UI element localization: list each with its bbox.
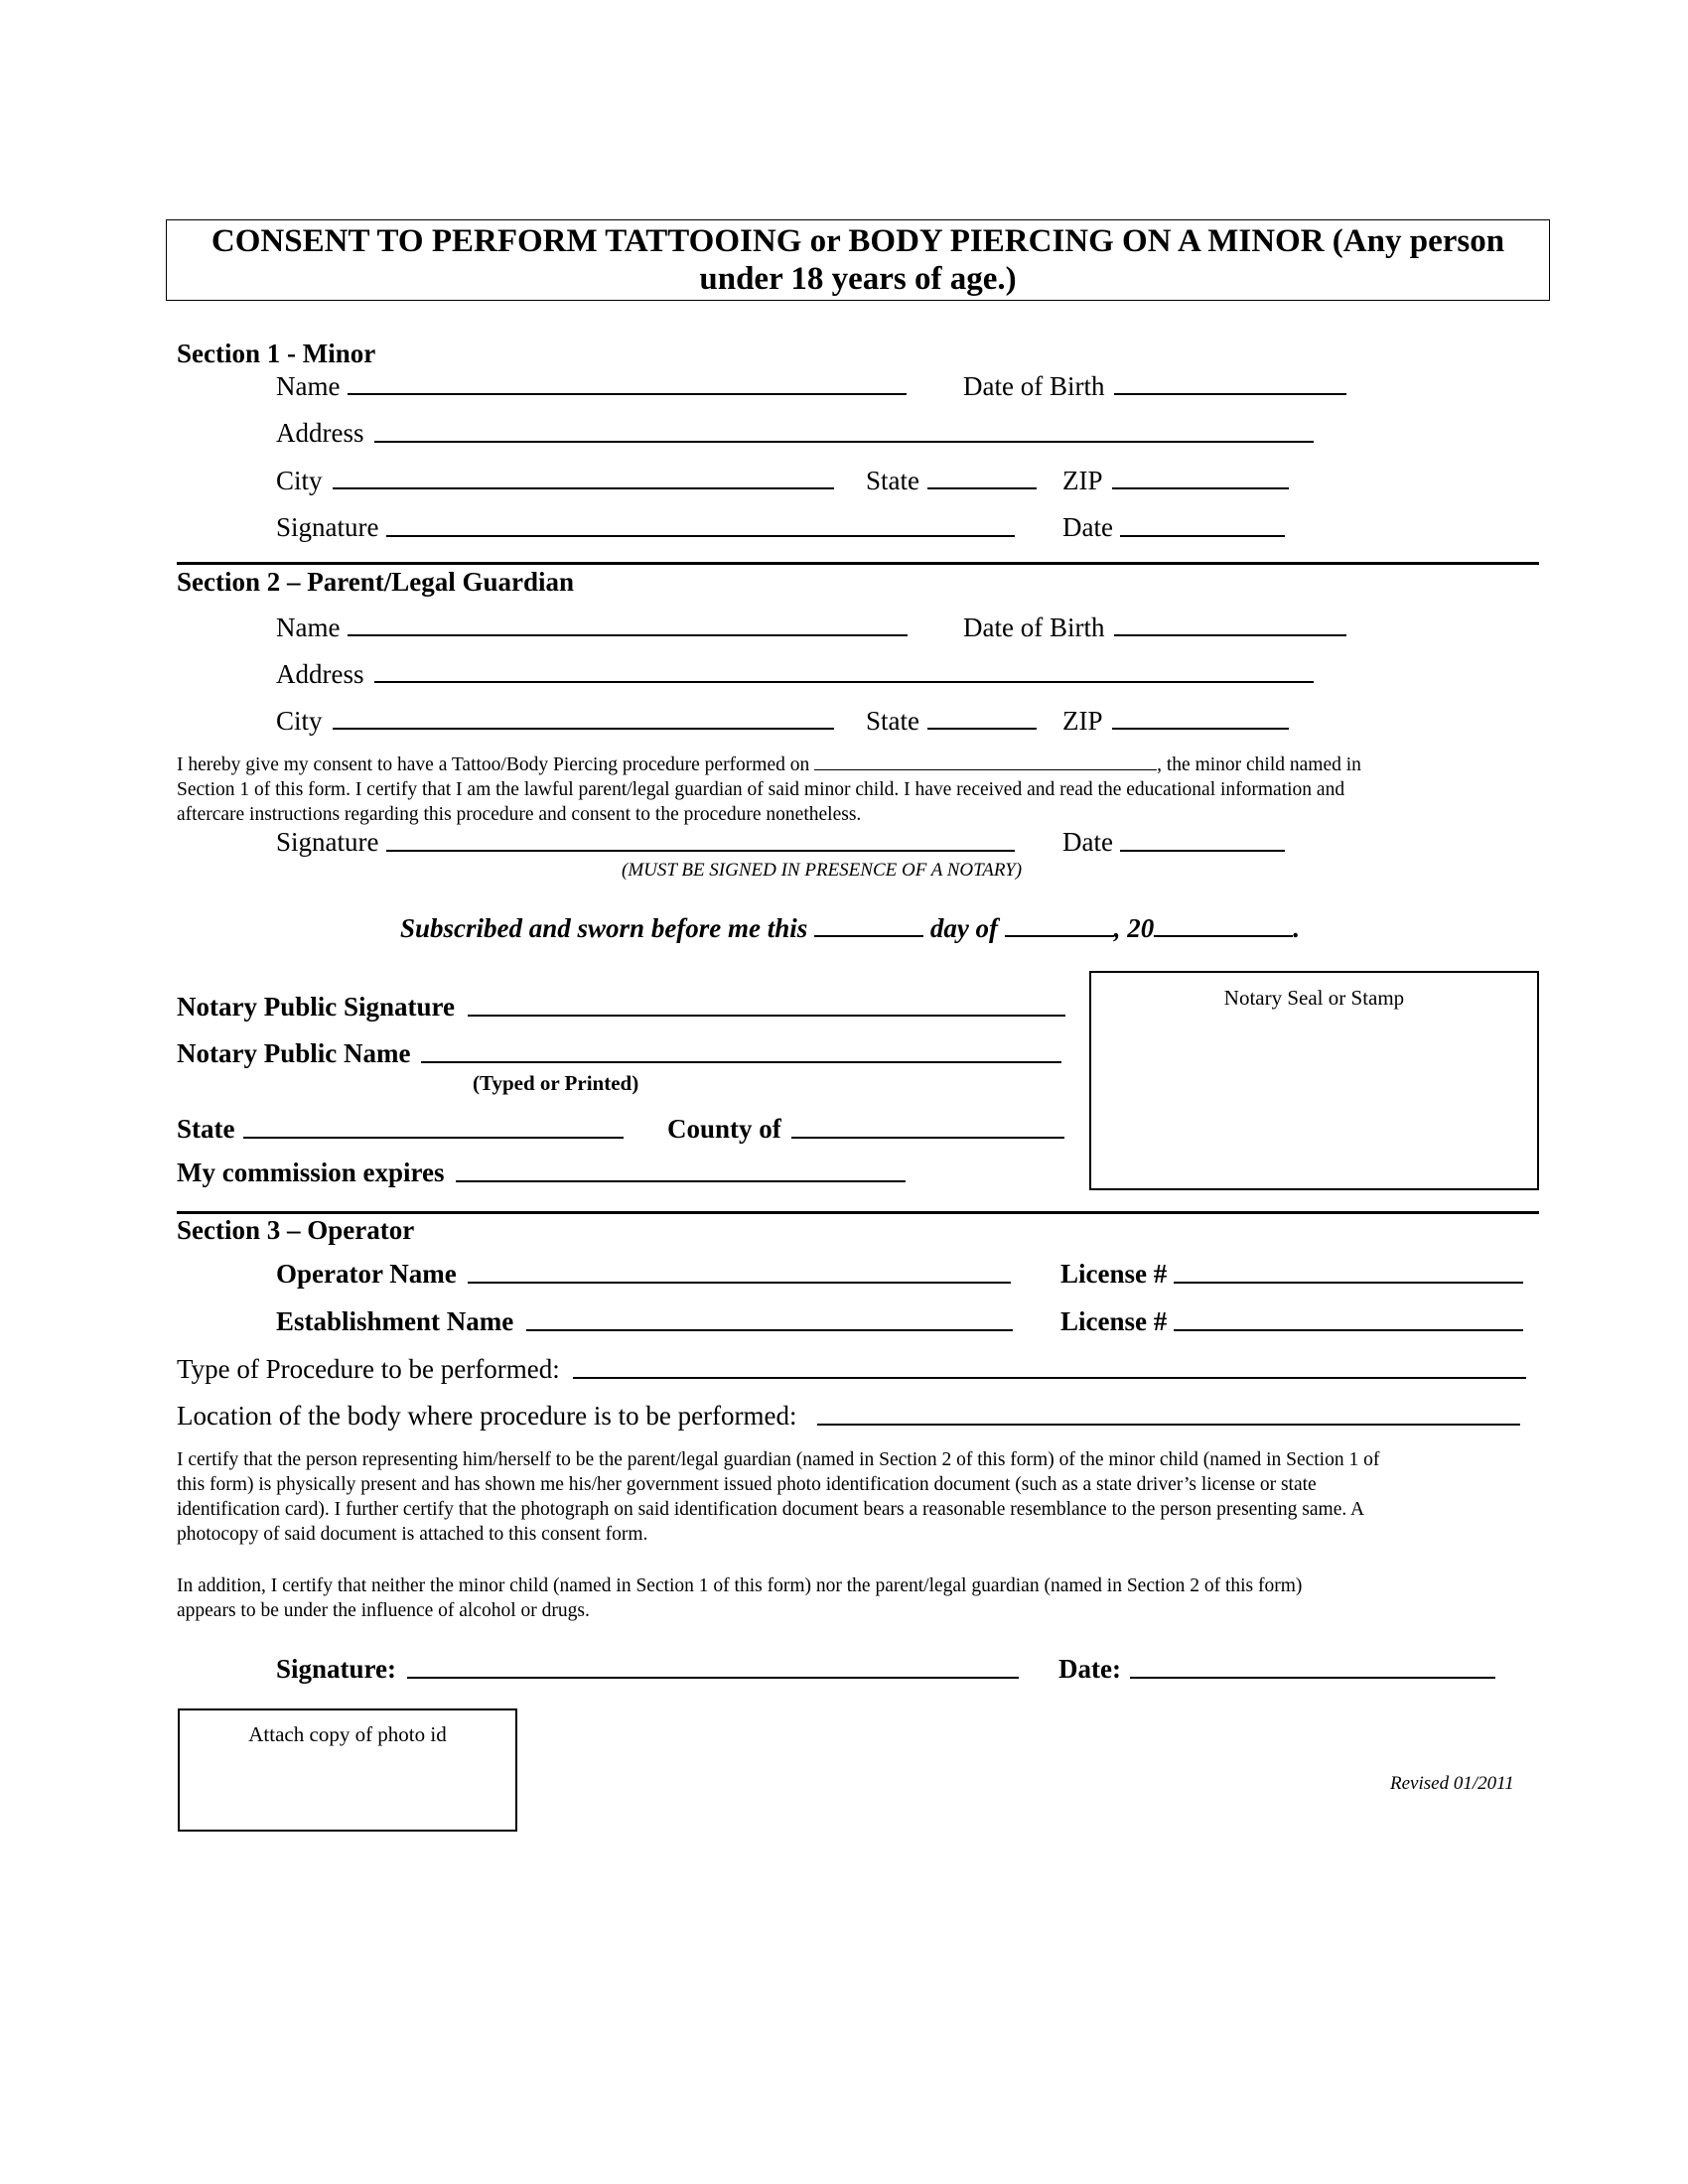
section-divider	[177, 562, 1539, 565]
notary-signature-label: Notary Public Signature	[177, 992, 456, 1022]
minor-state-field[interactable]	[927, 487, 1037, 489]
notary-name-label: Notary Public Name	[177, 1038, 411, 1068]
revision-date: Revised 01/2011	[1390, 1773, 1514, 1794]
minor-city-field[interactable]	[333, 487, 834, 489]
guardian-city-label: City	[276, 706, 323, 736]
operator-date-field[interactable]	[1130, 1677, 1495, 1679]
notary-county-label: County of	[667, 1114, 781, 1144]
notary-name-field[interactable]	[421, 1061, 1061, 1063]
body-location-label: Location of the body where procedure is to be performed:	[177, 1401, 797, 1431]
establishment-name-field[interactable]	[526, 1329, 1013, 1331]
guardian-address-field[interactable]	[374, 681, 1314, 683]
notary-seal-box	[1089, 971, 1539, 1190]
minor-zip-label: ZIP	[1062, 466, 1103, 495]
consent-text-1: I hereby give my consent to have a Tattoo/Body Piercing procedure performed on	[177, 754, 810, 775]
consent-text-4: aftercare instructions regarding this procedure and consent to the procedure nonetheless.	[177, 804, 862, 825]
section-divider	[177, 1211, 1539, 1214]
sworn-text-3: , 20	[1113, 913, 1155, 943]
photo-id-box	[178, 1708, 517, 1832]
minor-date-field[interactable]	[1120, 535, 1285, 537]
guardian-signature-field[interactable]	[386, 850, 1015, 852]
minor-date-label: Date	[1062, 512, 1113, 542]
operator-name-field[interactable]	[468, 1282, 1011, 1284]
operator-signature-label: Signature:	[276, 1654, 397, 1684]
notary-presence-note: (MUST BE SIGNED IN PRESENCE OF A NOTARY)	[622, 860, 1023, 881]
guardian-dob-label: Date of Birth	[963, 613, 1105, 642]
commission-expires-field[interactable]	[456, 1180, 906, 1182]
sworn-year-field[interactable]	[1154, 915, 1293, 937]
procedure-type-label: Type of Procedure to be performed:	[177, 1354, 560, 1384]
guardian-date-field[interactable]	[1120, 850, 1285, 852]
sworn-text-1: Subscribed and sworn before me this	[400, 913, 808, 943]
notary-county-field[interactable]	[791, 1137, 1064, 1139]
guardian-date-label: Date	[1062, 827, 1113, 857]
establishment-license-label: License #	[1060, 1306, 1168, 1336]
body-location-field[interactable]	[817, 1424, 1520, 1426]
commission-expires-label: My commission expires	[177, 1158, 445, 1187]
cert-text-1: I certify that the person representing him/herself to be the parent/legal guardian (named in Section 2 of this form) of the minor child (named in Section 1 of	[177, 1449, 1380, 1470]
section3-heading: Section 3 – Operator	[177, 1215, 415, 1245]
minor-signature-label: Signature	[276, 512, 379, 542]
typed-or-printed-note: (Typed or Printed)	[473, 1071, 639, 1095]
operator-license-field[interactable]	[1174, 1282, 1523, 1284]
guardian-zip-label: ZIP	[1062, 706, 1103, 736]
form-title-box	[166, 219, 1550, 301]
establishment-name-label: Establishment Name	[276, 1306, 514, 1336]
addition-text-1: In addition, I certify that neither the minor child (named in Section 1 of this form) nor the parent/legal guardian (named in Section 2 of this form)	[177, 1575, 1303, 1596]
minor-dob-field[interactable]	[1114, 393, 1346, 395]
minor-signature-field[interactable]	[386, 535, 1015, 537]
notary-signature-field[interactable]	[468, 1015, 1065, 1017]
cert-text-2: this form) is physically present and has shown me his/her government issued photo identification document (such as a state driver’s license or state	[177, 1474, 1317, 1495]
form-title: CONSENT TO PERFORM TATTOOING or BODY PIERCING ON A MINOR (Any person under 18 years of age.)	[211, 223, 1505, 297]
sworn-text-2: day of	[929, 913, 999, 943]
guardian-state-label: State	[866, 706, 919, 736]
procedure-type-field[interactable]	[573, 1377, 1526, 1379]
consent-minor-field[interactable]	[814, 753, 1157, 770]
sworn-statement	[400, 915, 1300, 942]
minor-address-field[interactable]	[374, 441, 1314, 443]
addition-text-2: appears to be under the influence of alcohol or drugs.	[177, 1600, 590, 1621]
minor-city-label: City	[276, 466, 323, 495]
section1-heading: Section 1 - Minor	[177, 339, 376, 368]
guardian-state-field[interactable]	[927, 728, 1037, 730]
section2-heading: Section 2 – Parent/Legal Guardian	[177, 567, 575, 597]
operator-date-label: Date:	[1058, 1654, 1121, 1684]
guardian-name-label: Name	[276, 613, 341, 642]
consent-text-3: Section 1 of this form. I certify that I am the lawful parent/legal guardian of said minor child. I have received and read the educational information and	[177, 779, 1345, 800]
photo-id-label: Attach copy of photo id	[248, 1722, 447, 1746]
notary-seal-label: Notary Seal or Stamp	[1223, 986, 1405, 1010]
sworn-month-field[interactable]	[1005, 915, 1114, 937]
guardian-signature-label: Signature	[276, 827, 379, 857]
guardian-dob-field[interactable]	[1114, 634, 1346, 636]
consent-text-2: , the minor child named in	[1157, 754, 1361, 775]
guardian-address-label: Address	[276, 659, 364, 689]
establishment-license-field[interactable]	[1174, 1329, 1523, 1331]
guardian-zip-field[interactable]	[1112, 728, 1289, 730]
operator-license-label: License #	[1060, 1259, 1168, 1289]
cert-text-4: photocopy of said document is attached to this consent form.	[177, 1524, 648, 1545]
cert-text-3: identification card). I further certify that the photograph on said identification document bears a reasonable resemblance to the person presenting same. A	[177, 1499, 1365, 1520]
sworn-text-4: .	[1293, 913, 1301, 943]
notary-state-label: State	[177, 1114, 235, 1144]
operator-certification	[177, 1447, 1547, 1547]
operator-name-label: Operator Name	[276, 1259, 457, 1289]
sworn-day-field[interactable]	[814, 915, 923, 937]
minor-address-label: Address	[276, 418, 364, 448]
minor-dob-label: Date of Birth	[963, 371, 1105, 401]
influence-certification	[177, 1573, 1547, 1623]
guardian-name-field[interactable]	[348, 634, 908, 636]
notary-state-field[interactable]	[243, 1137, 624, 1139]
guardian-city-field[interactable]	[333, 728, 834, 730]
minor-zip-field[interactable]	[1112, 487, 1289, 489]
minor-state-label: State	[866, 466, 919, 495]
minor-name-field[interactable]	[348, 393, 907, 395]
minor-name-label: Name	[276, 371, 341, 401]
operator-signature-field[interactable]	[407, 1677, 1019, 1679]
consent-statement	[177, 752, 1547, 827]
